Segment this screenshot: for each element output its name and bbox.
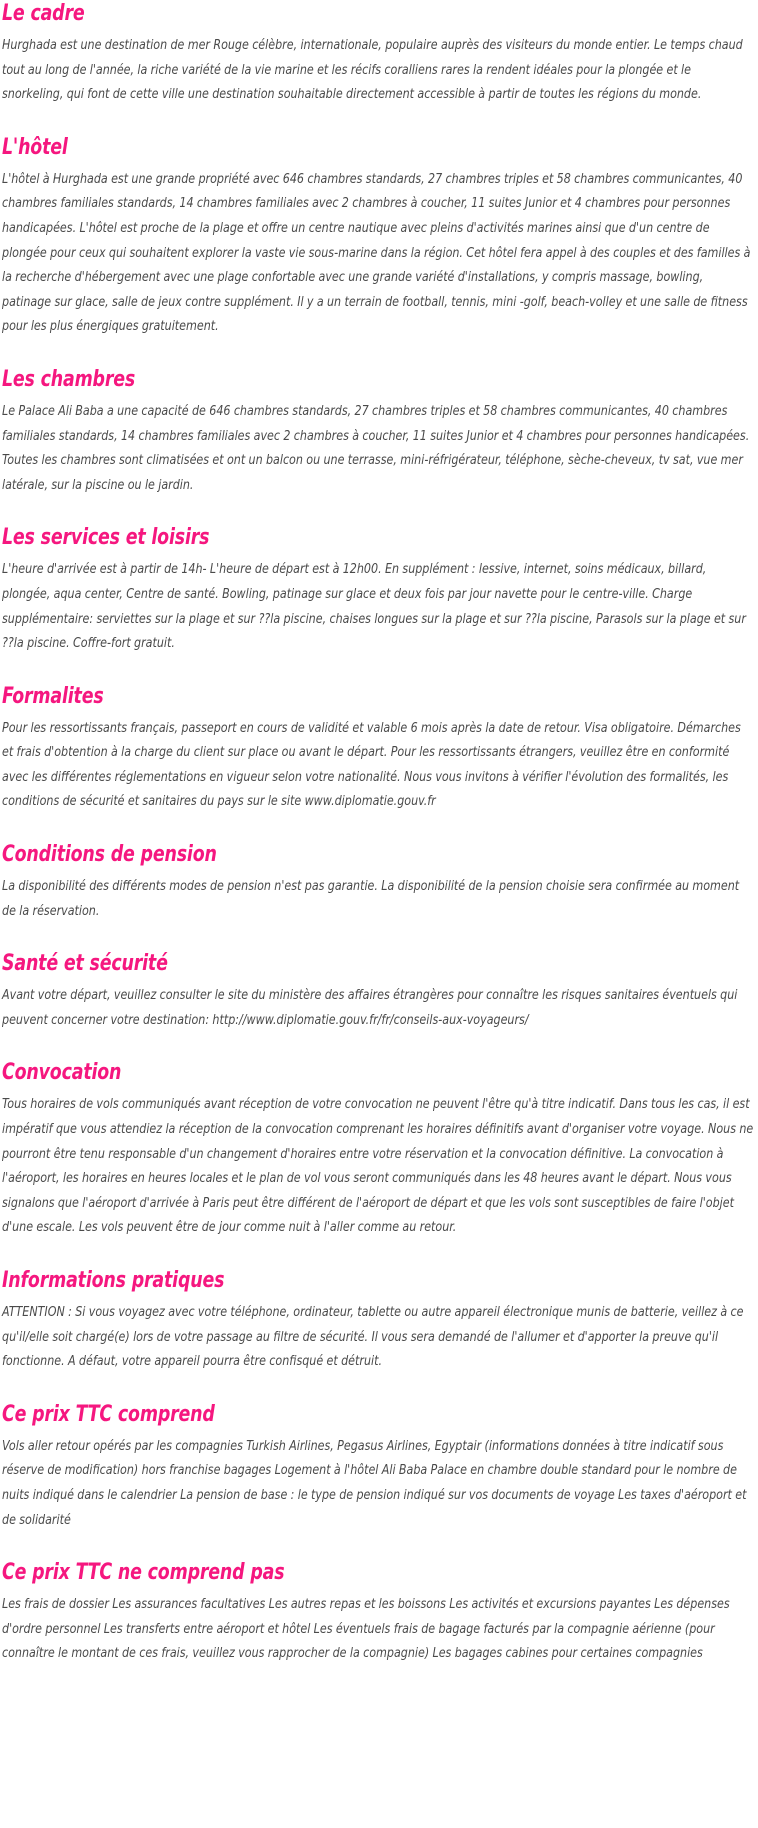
- section-heading-l-hotel: L'hôtel: [2, 134, 68, 160]
- section-heading-les-chambres: Les chambres: [2, 366, 136, 392]
- section-heading-convocation: Convocation: [2, 1060, 122, 1086]
- section-informations-pratiques: [2, 1268, 755, 1375]
- section-body-ce-prix-ttc-ne-comprend-pas: Les frais de dossier Les assurances facultatives Les autres repas et les boissons Les activités et excursions payantes Les dépenses d'ordre personnel Les transferts entre aéroport et hôtel Les éventuels frais de bagage facturés par la compagnie aérienne (pour connaître le montant de ces frais, veuillez vous rapprocher de la compagnie) Les bagages cabines pour certaines compagnies: [2, 1597, 730, 1662]
- section-heading-informations-pratiques: Informations pratiques: [2, 1268, 225, 1293]
- section-body-sante-et-securite: Avant votre départ, veuillez consulter le site du ministère des affaires étrangères pour connaître les risques sanitaires éventuels qui peuvent concerner votre destination: http://www.diplomatie.gouv.fr/fr/conseils-aux-voyageurs/: [2, 988, 738, 1028]
- section-ce-prix-ttc-comprend: [2, 1402, 755, 1533]
- section-formalites: [2, 684, 755, 815]
- section-ce-prix-ttc-ne-comprend-pas: [2, 1560, 755, 1667]
- section-l-hotel: [2, 135, 755, 340]
- section-heading-conditions-de-pension: Conditions de pension: [2, 842, 217, 868]
- section-sante-et-securite: [2, 951, 755, 1033]
- section-heading-formalites: Formalites: [2, 683, 104, 709]
- section-body-les-services-et-loisirs: L'heure d'arrivée est à partir de 14h- L'heure de départ est à 12h00. En supplément : lessive, internet, soins médicaux, billard, plongée, aqua center, Centre de santé. Bowling, patinage sur glace et deux fois par jour navette pour le centre-ville. Charge supplémentaire: serviettes sur la plage et sur ??la piscine, chaises longues sur la plage et sur ??la piscine, Parasols sur la plage et sur ??la piscine. Coffre-fort gratuit.: [2, 562, 746, 652]
- section-heading-le-cadre: Le cadre: [2, 1, 85, 26]
- section-body-informations-pratiques: ATTENTION : Si vous voyagez avec votre téléphone, ordinateur, tablette ou autre appareil électronique munis de batterie, veillez à ce qu'il/elle soit chargé(e) lors de votre passage au filtre de sécurité. Il vous sera demandé de l'allumer et d'apporter la preuve qu'il fonctionne. A défaut, votre appareil pourra être confisqué et détruit.: [2, 1305, 744, 1370]
- section-les-chambres: [2, 367, 755, 498]
- section-body-le-cadre: Hurghada est une destination de mer Rouge célèbre, internationale, populaire auprès des visiteurs du monde entier. Le temps chaud tout au long de l'année, la riche variété de la vie marine et les récifs coralliens rares la rendent idéales pour la plongée et le snorkeling, qui font de cette ville une destination souhaitable directement accessible à partir de toutes les régions du monde.: [2, 38, 743, 103]
- section-heading-les-services-et-loisirs: Les services et loisirs: [2, 525, 210, 551]
- section-body-conditions-de-pension: La disponibilité des différents modes de pension n'est pas garantie. La disponibilité de la pension choisie sera confirmée au moment de la réservation.: [2, 879, 740, 919]
- section-body-formalites: Pour les ressortissants français, passeport en cours de validité et valable 6 mois après la date de retour. Visa obligatoire. Démarches et frais d'obtention à la charge du client sur place ou avant le départ. Pour les ressortissants étrangers, veuillez être en conformité avec les différentes réglementations en vigueur selon votre nationalité. Nous vous invitons à vérifier l'évolution des formalités, les conditions de sécurité et sanitaires du pays sur le site www.diplomatie.gouv.fr: [2, 720, 741, 810]
- section-body-les-chambres: Le Palace Ali Baba a une capacité de 646 chambres standards, 27 chambres triples et 58 chambres communicantes, 40 chambres familiales standards, 14 chambres familiales avec 2 chambres à coucher, 11 suites Junior et 4 chambres pour personnes handicapées. Toutes les chambres sont climatisées et ont un balcon ou une terrasse, mini-réfrigérateur, téléphone, sèche-cheveux, tv sat, vue mer latérale, sur la piscine ou le jardin.: [2, 403, 750, 493]
- section-body-convocation: Tous horaires de vols communiqués avant réception de votre convocation ne peuvent l'être qu'à titre indicatif. Dans tous les cas, il est impératif que vous attendiez la réception de la convocation comprenant les horaires définitifs avant d'organiser votre voyage. Nous ne pourront être tenu responsable d'un changement d'horaires entre votre réservation et la convocation définitive. La convocation à l'aéroport, les horaires en heures locales et le plan de vol vous seront communiqués dans les 48 heures avant le départ. Nous vous signalons que l'aéroport d'arrivée à Paris peut être différent de l'aéroport de départ et que les vols sont susceptibles de faire l'objet d'une escale. Les vols peuvent être de jour comme nuit à l'aller comme au retour.: [2, 1097, 754, 1236]
- section-heading-ce-prix-ttc-ne-comprend-pas: Ce prix TTC ne comprend pas: [2, 1560, 285, 1586]
- section-convocation: [2, 1060, 755, 1241]
- section-body-ce-prix-ttc-comprend: Vols aller retour opérés par les compagnies Turkish Airlines, Pegasus Airlines, Egyptair (informations données à titre indicatif sous réserve de modification) hors franchise bagages Logement à l'hôtel Ali Baba Palace en chambre double standard pour le nombre de nuits indiqué dans le calendrier La pension de base : le type de pension indiqué sur vos documents de voyage Les taxes d'aéroport et de solidarité: [2, 1438, 747, 1528]
- section-heading-sante-et-securite: Santé et sécurité: [2, 951, 168, 977]
- section-body-l-hotel: L'hôtel à Hurghada est une grande propriété avec 646 chambres standards, 27 chambres triples et 58 chambres communicantes, 40 chambres familiales standards, 14 chambres familiales avec 2 chambres à coucher, 11 suites Junior et 4 chambres pour personnes handicapées. L'hôtel est proche de la plage et offre un centre nautique avec pleins d'activités marines ainsi que d'un centre de plongée pour ceux qui souhaitent explorer la vaste vie sous-marine dans la région. Cet hôtel fera appel à des couples et des familles à la recherche d'hébergement avec une plage confortable avec une grande variété d'installations, y compris massage, bowling, patinage sur glace, salle de jeux contre supplément. Il y a un terrain de football, tennis, mini -golf, beach-volley et une salle de fitness pour les plus énergiques gratuitement.: [2, 171, 751, 335]
- section-le-cadre: [2, 0, 755, 108]
- section-heading-ce-prix-ttc-comprend: Ce prix TTC comprend: [2, 1401, 215, 1427]
- section-les-services-et-loisirs: [2, 525, 755, 656]
- section-conditions-de-pension: [2, 842, 755, 924]
